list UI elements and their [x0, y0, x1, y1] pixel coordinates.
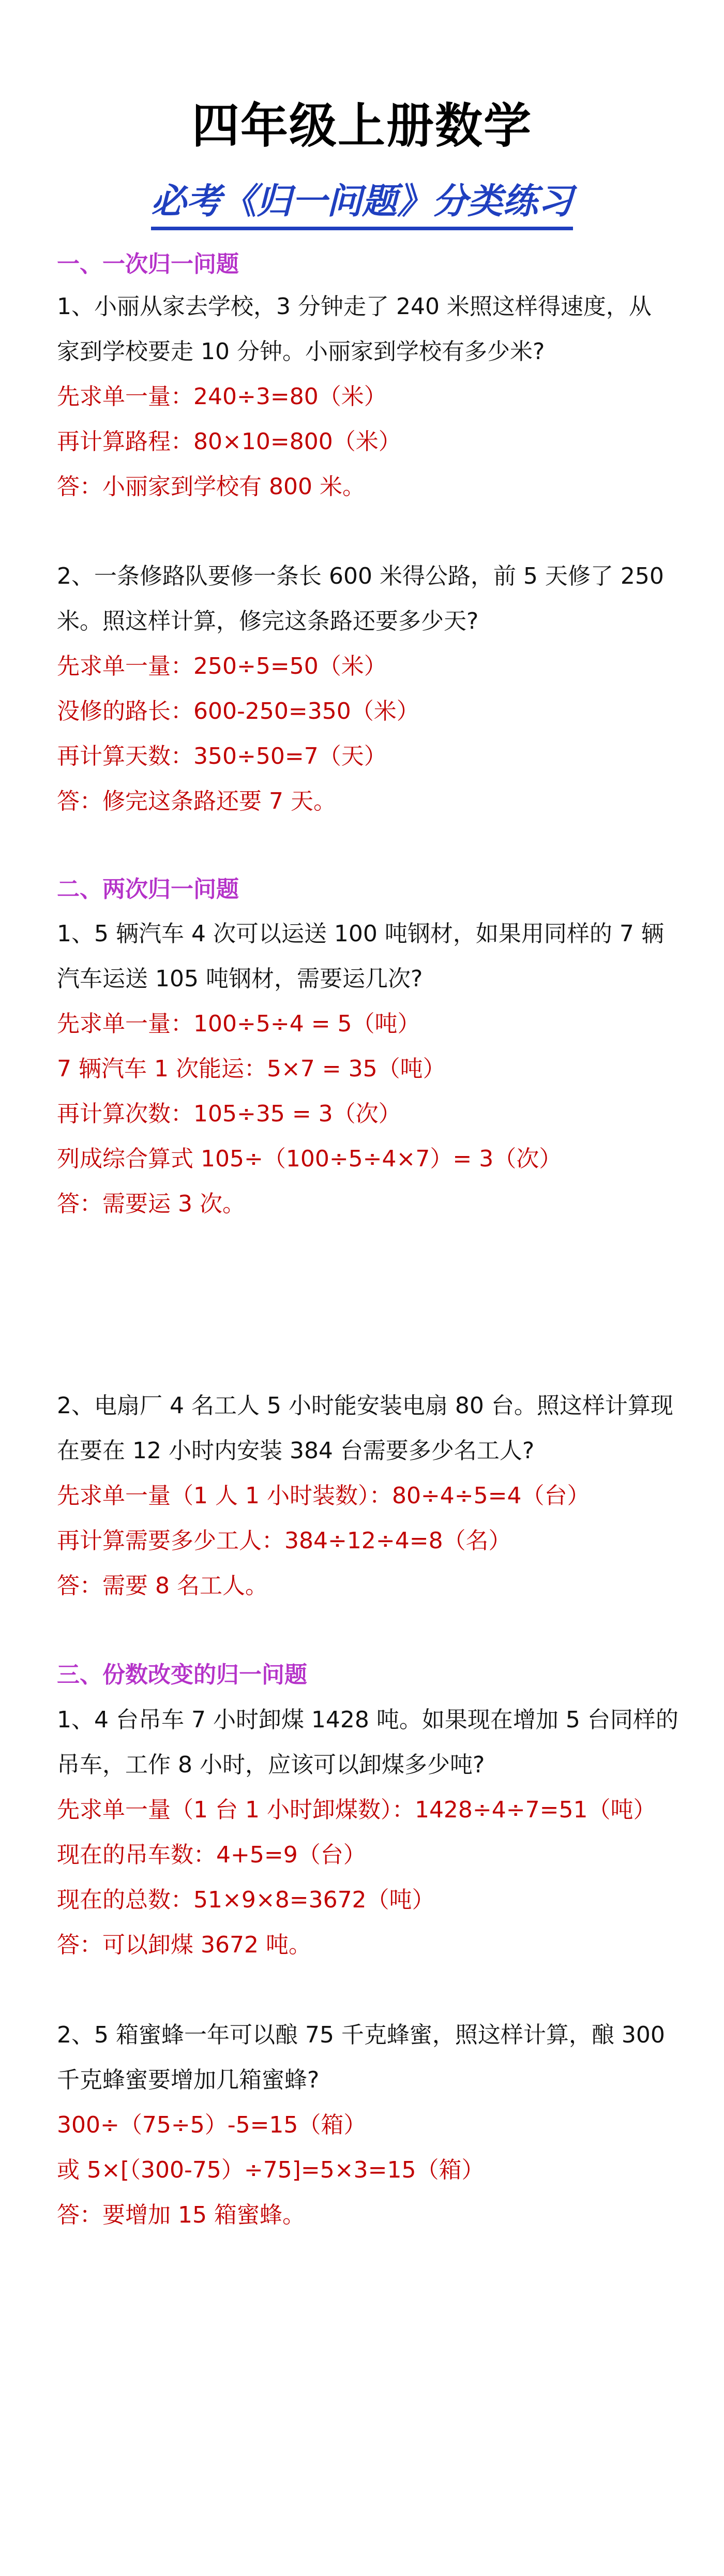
answer-line: 再计算路程：80×10=800（米）: [57, 428, 401, 455]
question-line: 千克蜂蜜要增加几箱蜜蜂?: [57, 2067, 320, 2093]
answer-line: 先求单一量：100÷5÷4 = 5（吨）: [57, 1011, 420, 1037]
question-line: 1、5 辆汽车 4 次可以运送 100 吨钢材，如果用同样的 7 辆: [57, 921, 664, 947]
subtitle-text: 必考《归一问题》分类练习: [151, 173, 573, 230]
answer-line: 先求单一量（1 台 1 小时卸煤数）：1428÷4÷7=51（吨）: [57, 1797, 656, 1823]
answer-line: 现在的总数：51×9×8=3672（吨）: [57, 1887, 435, 1913]
question-line: 1、小丽从家去学校，3 分钟走了 240 米照这样得速度，从: [57, 293, 652, 320]
answer-line: 或 5×[（300-75）÷75]=5×3=15（箱）: [57, 2157, 485, 2183]
answer-line: 没修的路长：600-250=350（米）: [57, 698, 419, 724]
section-heading: 二、两次归一问题: [57, 876, 239, 902]
question-line: 米。照这样计算，修完这条路还要多少天?: [57, 608, 479, 634]
question-line: 2、一条修路队要修一条长 600 米得公路，前 5 天修了 250: [57, 563, 664, 589]
answer-line: 先求单一量：240÷3=80（米）: [57, 383, 387, 410]
answer-line: 答：需要运 3 次。: [57, 1191, 245, 1217]
answer-line: 答：修完这条路还要 7 天。: [57, 788, 336, 815]
question-line: 2、电扇厂 4 名工人 5 小时能安装电扇 80 台。照这样计算现: [57, 1393, 673, 1419]
answer-line: 再计算天数：350÷50=7（天）: [57, 743, 387, 769]
answer-line: 先求单一量（1 人 1 小时装数）：80÷4÷5=4（台）: [57, 1483, 590, 1509]
section-heading: 一、一次归一问题: [57, 251, 239, 277]
answer-line: 答：小丽家到学校有 800 米。: [57, 473, 365, 500]
page-subtitle: [0, 173, 724, 230]
question-line: 2、5 箱蜜蜂一年可以酿 75 千克蜂蜜，照这样计算，酿 300: [57, 2022, 665, 2048]
question-line: 1、4 台吊车 7 小时卸煤 1428 吨。如果现在增加 5 台同样的: [57, 1707, 678, 1733]
answer-line: 现在的吊车数：4+5=9（台）: [57, 1842, 366, 1868]
question-line: 汽车运送 105 吨钢材，需要运几次?: [57, 966, 423, 992]
answer-line: 答：需要 8 名工人。: [57, 1573, 268, 1599]
question-line: 吊车，工作 8 小时，应该可以卸煤多少吨?: [57, 1752, 485, 1778]
answer-line: 先求单一量：250÷5=50（米）: [57, 653, 387, 679]
answer-line: 300÷（75÷5）-5=15（箱）: [57, 2112, 367, 2138]
question-line: 在要在 12 小时内安装 384 台需要多少名工人?: [57, 1438, 535, 1464]
page-title: 四年级上册数学: [191, 98, 532, 154]
answer-line: 再计算次数：105÷35 = 3（次）: [57, 1101, 401, 1127]
answer-line: 答：可以卸煤 3672 吨。: [57, 1932, 311, 1958]
section-heading: 三、份数改变的归一问题: [57, 1662, 307, 1688]
answer-line: 再计算需要多少工人：384÷12÷4=8（名）: [57, 1528, 511, 1554]
answer-line: 答：要增加 15 箱蜜蜂。: [57, 2202, 305, 2228]
answer-line: 列成综合算式 105÷（100÷5÷4×7）= 3（次）: [57, 1146, 562, 1172]
answer-line: 7 辆汽车 1 次能运：5×7 = 35（吨）: [57, 1056, 446, 1082]
question-line: 家到学校要走 10 分钟。小丽家到学校有多少米?: [57, 338, 545, 365]
